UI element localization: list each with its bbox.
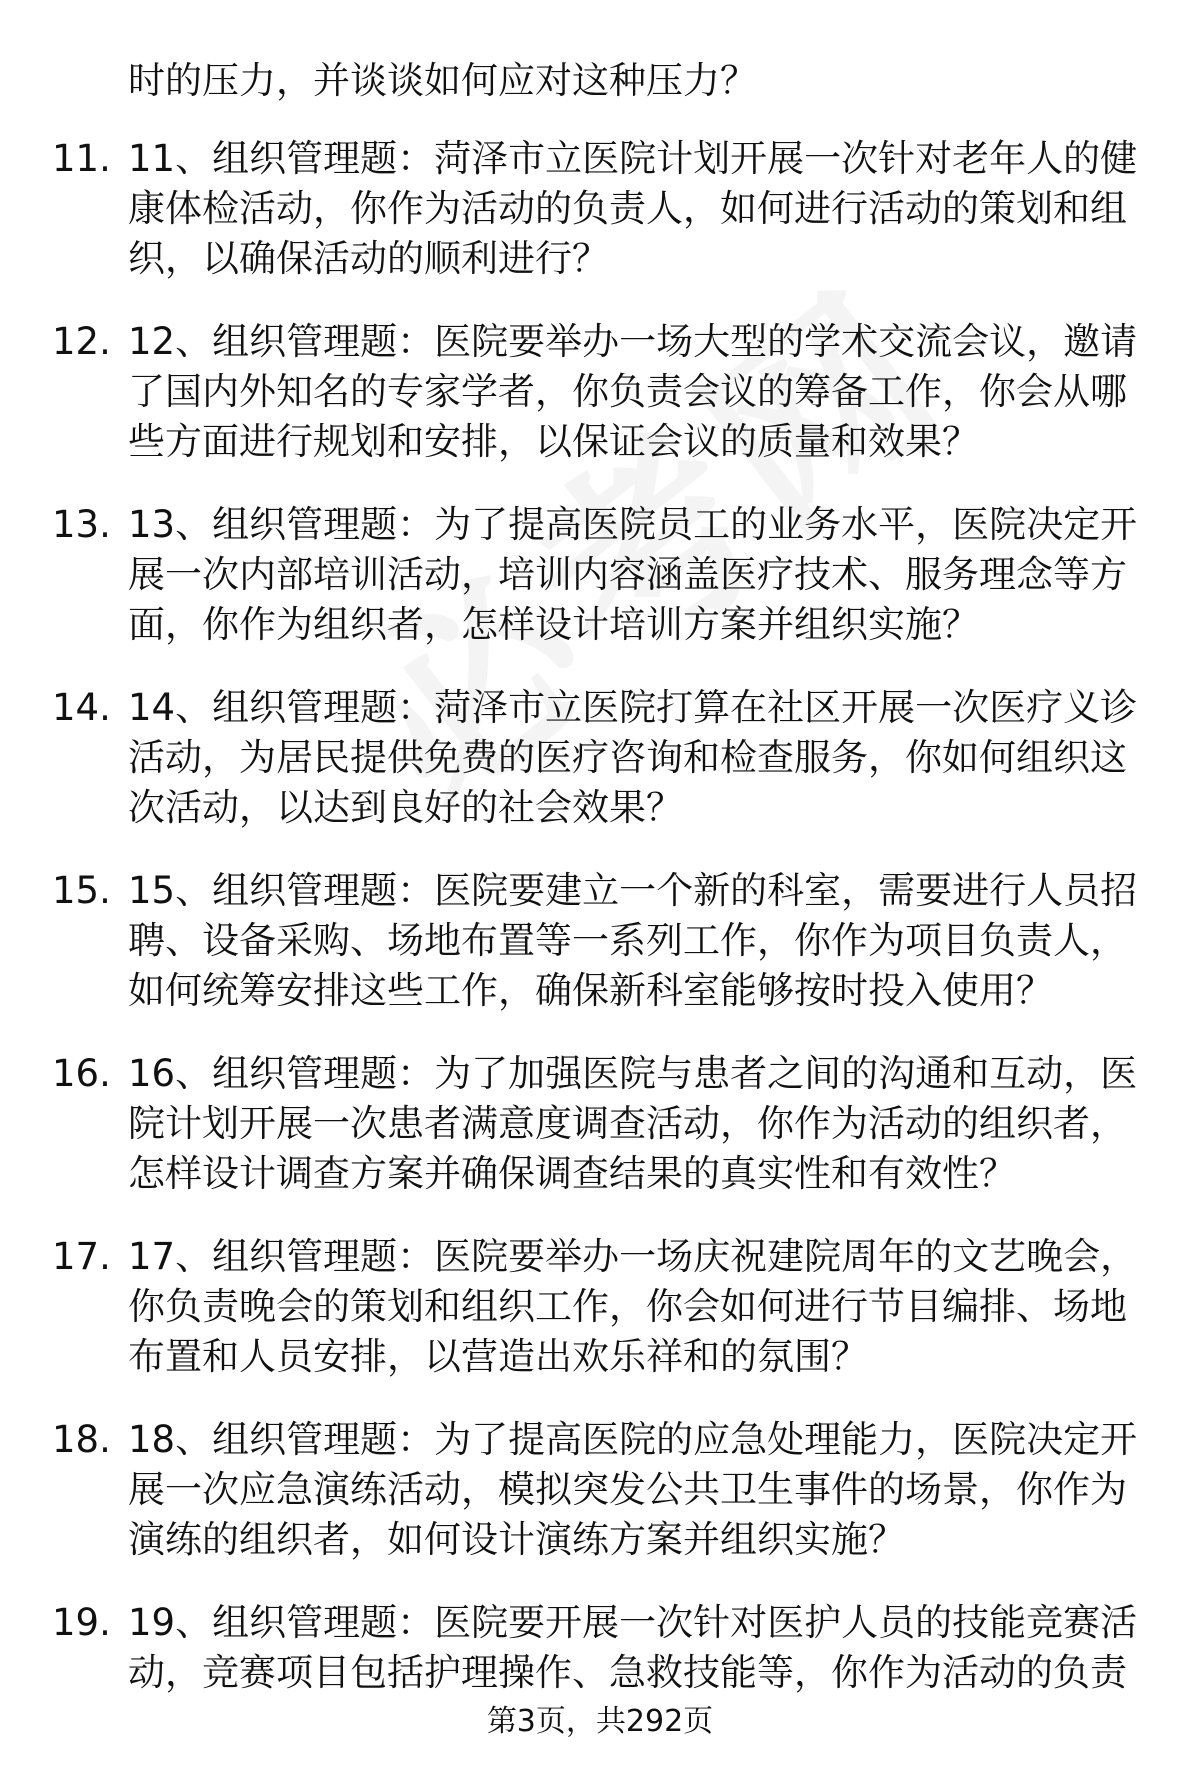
question-number: 18.	[52, 1418, 111, 1461]
question-text: 15、组织管理题：医院要建立一个新的科室，需要进行人员招聘、设备采购、场地布置等一系列工作，你作为项目负责人，如何统筹安排这些工作，确保新科室能够按时投入使用？	[128, 869, 1138, 1012]
question-number: 19.	[52, 1601, 111, 1644]
question-item	[0, 683, 1200, 866]
question-number: 11.	[52, 137, 111, 180]
question-item	[0, 866, 1200, 1049]
question-item	[0, 1049, 1200, 1232]
question-text: 17、组织管理题：医院要举办一场庆祝建院周年的文艺晚会，你负责晚会的策划和组织工作，你会如何进行节目编排、场地布置和人员安排，以营造出欢乐祥和的氛围？	[128, 1235, 1138, 1378]
question-item	[0, 317, 1200, 500]
question-number: 17.	[52, 1235, 111, 1278]
question-item	[0, 1232, 1200, 1415]
page-footer: 第3页，共292页	[486, 1704, 714, 1739]
question-text: 12、组织管理题：医院要举办一场大型的学术交流会议，邀请了国内外知名的专家学者，你负责会议的筹备工作，你会从哪些方面进行规划和安排，以保证会议的质量和效果？	[128, 320, 1138, 463]
question-number: 14.	[52, 686, 111, 729]
question-list	[0, 134, 1200, 1781]
question-text: 13、组织管理题：为了提高医院员工的业务水平，医院决定开展一次内部培训活动，培训内容涵盖医疗技术、服务理念等方面，你作为组织者，怎样设计培训方案并组织实施？	[128, 503, 1138, 646]
question-text: 18、组织管理题：为了提高医院的应急处理能力，医院决定开展一次应急演练活动，模拟突发公共卫生事件的场景，你作为演练的组织者，如何设计演练方案并组织实施？	[128, 1418, 1138, 1561]
question-number: 12.	[52, 320, 111, 363]
question-text: 19、组织管理题：医院要开展一次针对医护人员的技能竞赛活动，竞赛项目包括护理操作、急救技能等，你作为活动的负责	[128, 1601, 1138, 1694]
question-item	[0, 500, 1200, 683]
question-number: 16.	[52, 1052, 111, 1095]
question-text: 16、组织管理题：为了加强医院与患者之间的沟通和互动，医院计划开展一次患者满意度调查活动，你作为活动的组织者，怎样设计调查方案并确保调查结果的真实性和有效性？	[128, 1052, 1138, 1195]
question-text: 11、组织管理题：菏泽市立医院计划开展一次针对老年人的健康体检活动，你作为活动的负责人，如何进行活动的策划和组织，以确保活动的顺利进行？	[128, 137, 1138, 280]
continuation-text: 时的压力，并谈谈如何应对这种压力？	[128, 59, 757, 102]
question-text: 14、组织管理题：菏泽市立医院打算在社区开展一次医疗义诊活动，为居民提供免费的医疗咨询和检查服务，你如何组织这次活动，以达到良好的社会效果？	[128, 686, 1138, 829]
question-number: 15.	[52, 869, 111, 912]
question-number: 13.	[52, 503, 111, 546]
question-item	[0, 1415, 1200, 1598]
question-item	[0, 1598, 1200, 1781]
question-item	[0, 134, 1200, 317]
